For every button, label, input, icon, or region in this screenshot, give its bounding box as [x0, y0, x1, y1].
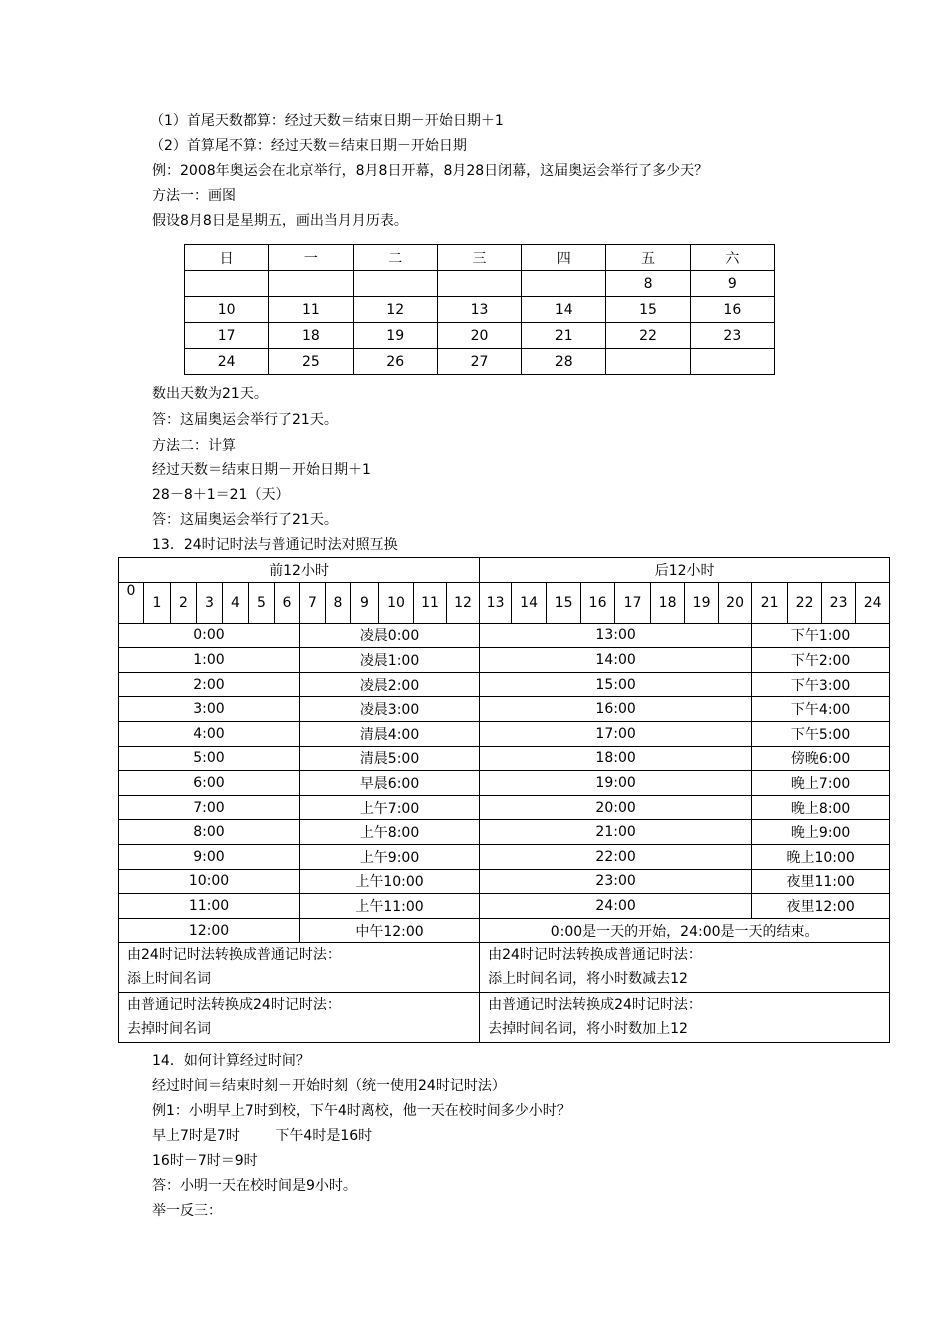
24h-time-cell: 12:00	[119, 918, 300, 943]
calendar-day-cell: 17	[185, 323, 269, 349]
weekday-header: 六	[690, 245, 774, 271]
hour-number-cell: 5	[249, 582, 275, 623]
hour-number-cell: 21	[752, 582, 788, 623]
calendar-day-cell: 24	[185, 349, 269, 375]
24h-time-cell: 7:00	[119, 795, 300, 820]
24h-time-cell: 8:00	[119, 820, 300, 845]
hour-number-cell: 14	[512, 582, 547, 623]
24h-time-cell: 3:00	[119, 697, 300, 722]
24h-time-cell: 10:00	[119, 869, 300, 894]
12h-time-cell: 傍晚6:00	[752, 746, 890, 771]
weekday-header: 日	[185, 245, 269, 271]
12h-time-cell: 下午1:00	[752, 623, 890, 648]
12h-time-cell: 凌晨3:00	[300, 697, 480, 722]
weekday-header: 一	[269, 245, 353, 271]
calendar-day-cell: 23	[690, 323, 774, 349]
hour-number-cell: 6	[275, 582, 300, 623]
24h-time-cell: 24:00	[480, 894, 752, 919]
text-line: 28－8＋1＝21（天）	[152, 487, 290, 503]
hour-number-cell: 20	[719, 582, 752, 623]
12h-time-cell: 下午3:00	[752, 672, 890, 697]
hour-number-cell: 3	[197, 582, 223, 623]
12h-time-cell: 下午4:00	[752, 697, 890, 722]
calendar-week-row	[185, 323, 775, 349]
calendar-week-row	[185, 297, 775, 323]
conversion-rule-row	[119, 993, 890, 1043]
section-heading: 13．24时记时法与普通记时法对照互换	[152, 537, 398, 553]
time-row	[119, 648, 890, 673]
calendar-day-cell	[522, 271, 606, 297]
hour-number-cell: 15	[547, 582, 581, 623]
time-row	[119, 672, 890, 697]
12h-time-cell: 上午11:00	[300, 894, 480, 919]
12h-time-cell: 晚上9:00	[752, 820, 890, 845]
24h-time-cell: 4:00	[119, 721, 300, 746]
time-row	[119, 869, 890, 894]
hour-number-cell: 8	[326, 582, 351, 623]
calendar-day-cell: 21	[522, 323, 606, 349]
24h-time-cell: 19:00	[480, 771, 752, 796]
24h-time-cell: 11:00	[119, 894, 300, 919]
12h-time-cell: 上午10:00	[300, 869, 480, 894]
calendar-day-cell	[353, 271, 437, 297]
12h-time-cell: 凌晨2:00	[300, 672, 480, 697]
rule-detail: 去掉时间名词	[127, 1021, 211, 1038]
hour-number-cell: 18	[651, 582, 685, 623]
calendar-day-cell: 8	[606, 271, 690, 297]
hour-number-cell: 11	[414, 582, 447, 623]
text-line: 经过时间＝结束时刻－开始时刻（统一使用24时记时法）	[152, 1078, 506, 1094]
24h-time-cell: 0:00	[119, 623, 300, 648]
weekday-header: 二	[353, 245, 437, 271]
conversion-rule-cell	[119, 993, 480, 1043]
rule-title: 由24时记时法转换成普通记时法：	[127, 947, 341, 964]
12h-time-cell: 晚上8:00	[752, 795, 890, 820]
calendar-day-cell: 28	[522, 349, 606, 375]
calendar-day-cell: 15	[606, 297, 690, 323]
time-row	[119, 771, 890, 796]
12h-time-cell: 清晨4:00	[300, 721, 480, 746]
24h-time-cell: 21:00	[480, 820, 752, 845]
rule-title: 由24时记时法转换成普通记时法：	[488, 947, 702, 964]
text-line: 假设8月8日是星期五，画出当月月历表。	[152, 213, 408, 229]
hour-numbers-row	[119, 582, 890, 623]
12h-time-cell: 凌晨0:00	[300, 623, 480, 648]
section-heading: 14．如何计算经过时间？	[152, 1053, 310, 1069]
12h-time-cell: 晚上10:00	[752, 844, 890, 869]
text-line: 方法二：计算	[152, 438, 236, 454]
calendar-week-row	[185, 349, 775, 375]
12h-time-cell: 下午2:00	[752, 648, 890, 673]
12h-time-cell: 上午9:00	[300, 844, 480, 869]
hour-number-cell: 10	[379, 582, 414, 623]
calendar-day-cell: 12	[353, 297, 437, 323]
hour-number-cell: 22	[788, 582, 822, 623]
12h-time-cell: 早晨6:00	[300, 771, 480, 796]
12h-time-cell: 中午12:00	[300, 918, 480, 943]
calendar-day-cell	[185, 271, 269, 297]
calendar-day-cell: 14	[522, 297, 606, 323]
text-line: （1）首尾天数都算：经过天数＝结束日期－开始日期＋1	[150, 113, 504, 129]
rule-title: 由普通记时法转换成24时记时法：	[127, 997, 341, 1014]
calendar-day-cell: 18	[269, 323, 353, 349]
time-row	[119, 721, 890, 746]
hour-number-cell: 16	[581, 582, 615, 623]
calendar-day-cell: 11	[269, 297, 353, 323]
12h-time-cell: 凌晨1:00	[300, 648, 480, 673]
hour-number-cell: 12	[447, 582, 480, 623]
rule-detail: 添上时间名词，将小时数减去12	[488, 971, 688, 988]
hour-number-cell: 9	[351, 582, 379, 623]
24h-time-cell: 13:00	[480, 623, 752, 648]
time-row	[119, 697, 890, 722]
24h-time-cell: 15:00	[480, 672, 752, 697]
weekday-header: 四	[522, 245, 606, 271]
calendar-day-cell	[690, 349, 774, 375]
conversion-rule-cell	[480, 943, 890, 993]
text-line: 方法一：画图	[152, 188, 236, 204]
rule-detail: 添上时间名词	[127, 971, 211, 988]
text-line: 例1：小明早上7时到校，下午4时离校，他一天在校时间多少小时？	[152, 1103, 571, 1119]
24h-time-cell: 14:00	[480, 648, 752, 673]
rule-title: 由普通记时法转换成24时记时法：	[488, 997, 702, 1014]
12h-time-cell: 上午8:00	[300, 820, 480, 845]
12h-time-cell: 夜里11:00	[752, 869, 890, 894]
24h-time-cell: 9:00	[119, 844, 300, 869]
time-row	[119, 918, 890, 943]
text-line: 例：2008年奥运会在北京举行，8月8日开幕，8月28日闭幕，这届奥运会举行了多少天？	[152, 163, 709, 179]
calendar-day-cell: 13	[437, 297, 521, 323]
24h-time-cell: 23:00	[480, 869, 752, 894]
hour-number-cell: 24	[856, 582, 890, 623]
calendar-table	[184, 244, 775, 375]
text-line: 答：这届奥运会举行了21天。	[152, 512, 338, 528]
24h-time-cell: 22:00	[480, 844, 752, 869]
24h-time-cell: 1:00	[119, 648, 300, 673]
calendar-day-cell: 25	[269, 349, 353, 375]
calendar-day-cell: 19	[353, 323, 437, 349]
24h-time-cell: 2:00	[119, 672, 300, 697]
12h-time-cell: 晚上7:00	[752, 771, 890, 796]
text-line: 举一反三：	[152, 1203, 222, 1219]
hour-number-cell: 1	[144, 582, 171, 623]
first-half-header: 前12小时	[119, 558, 480, 583]
text-line: （2）首算尾不算：经过天数＝结束日期－开始日期	[150, 138, 467, 154]
24h-time-cell: 20:00	[480, 795, 752, 820]
calendar-day-cell: 9	[690, 271, 774, 297]
hour-number-cell: 13	[480, 582, 512, 623]
time-row	[119, 623, 890, 648]
hour-number-cell: 7	[300, 582, 326, 623]
calendar-day-cell	[606, 349, 690, 375]
text-line: 早上7时是7时 下午4时是16时	[152, 1128, 373, 1144]
12h-time-cell: 下午5:00	[752, 721, 890, 746]
24h-time-cell: 17:00	[480, 721, 752, 746]
calendar-day-cell: 10	[185, 297, 269, 323]
text-line: 经过天数＝结束日期－开始日期＋1	[152, 462, 371, 478]
text-line: 答：这届奥运会举行了21天。	[152, 412, 338, 428]
time-row	[119, 894, 890, 919]
hour-number-cell: 0	[119, 582, 144, 623]
hour-number-cell: 19	[685, 582, 719, 623]
calendar-day-cell: 20	[437, 323, 521, 349]
text-line: 16时－7时＝9时	[152, 1153, 258, 1169]
second-half-header: 后12小时	[480, 558, 890, 583]
note-cell: 0:00是一天的开始，24:00是一天的结束。	[480, 918, 890, 943]
weekday-header: 三	[437, 245, 521, 271]
24h-time-cell: 5:00	[119, 746, 300, 771]
calendar-day-cell: 26	[353, 349, 437, 375]
12h-time-cell: 上午7:00	[300, 795, 480, 820]
rule-detail: 去掉时间名词，将小时数加上12	[488, 1021, 688, 1038]
hour-number-cell: 4	[223, 582, 249, 623]
text-line: 答：小明一天在校时间是9小时。	[152, 1178, 357, 1194]
conversion-rule-cell	[480, 993, 890, 1043]
calendar-day-cell	[437, 271, 521, 297]
half-day-header-row	[119, 558, 890, 583]
calendar-day-cell: 16	[690, 297, 774, 323]
calendar-day-cell: 27	[437, 349, 521, 375]
24h-time-cell: 6:00	[119, 771, 300, 796]
24h-time-cell: 18:00	[480, 746, 752, 771]
24h-time-cell: 16:00	[480, 697, 752, 722]
text-line: 数出天数为21天。	[152, 386, 268, 402]
time-row	[119, 844, 890, 869]
hour-number-cell: 17	[615, 582, 651, 623]
12h-time-cell: 清晨5:00	[300, 746, 480, 771]
time-row	[119, 795, 890, 820]
calendar-day-cell	[269, 271, 353, 297]
calendar-week-row	[185, 271, 775, 297]
hour-number-cell: 2	[171, 582, 197, 623]
12h-time-cell: 夜里12:00	[752, 894, 890, 919]
time-row	[119, 746, 890, 771]
weekday-header: 五	[606, 245, 690, 271]
calendar-day-cell: 22	[606, 323, 690, 349]
time-row	[119, 820, 890, 845]
hours-conversion-table	[118, 557, 890, 1043]
conversion-rule-cell	[119, 943, 480, 993]
conversion-rule-row	[119, 943, 890, 993]
calendar-header-row	[185, 245, 775, 271]
hour-number-cell: 23	[822, 582, 856, 623]
